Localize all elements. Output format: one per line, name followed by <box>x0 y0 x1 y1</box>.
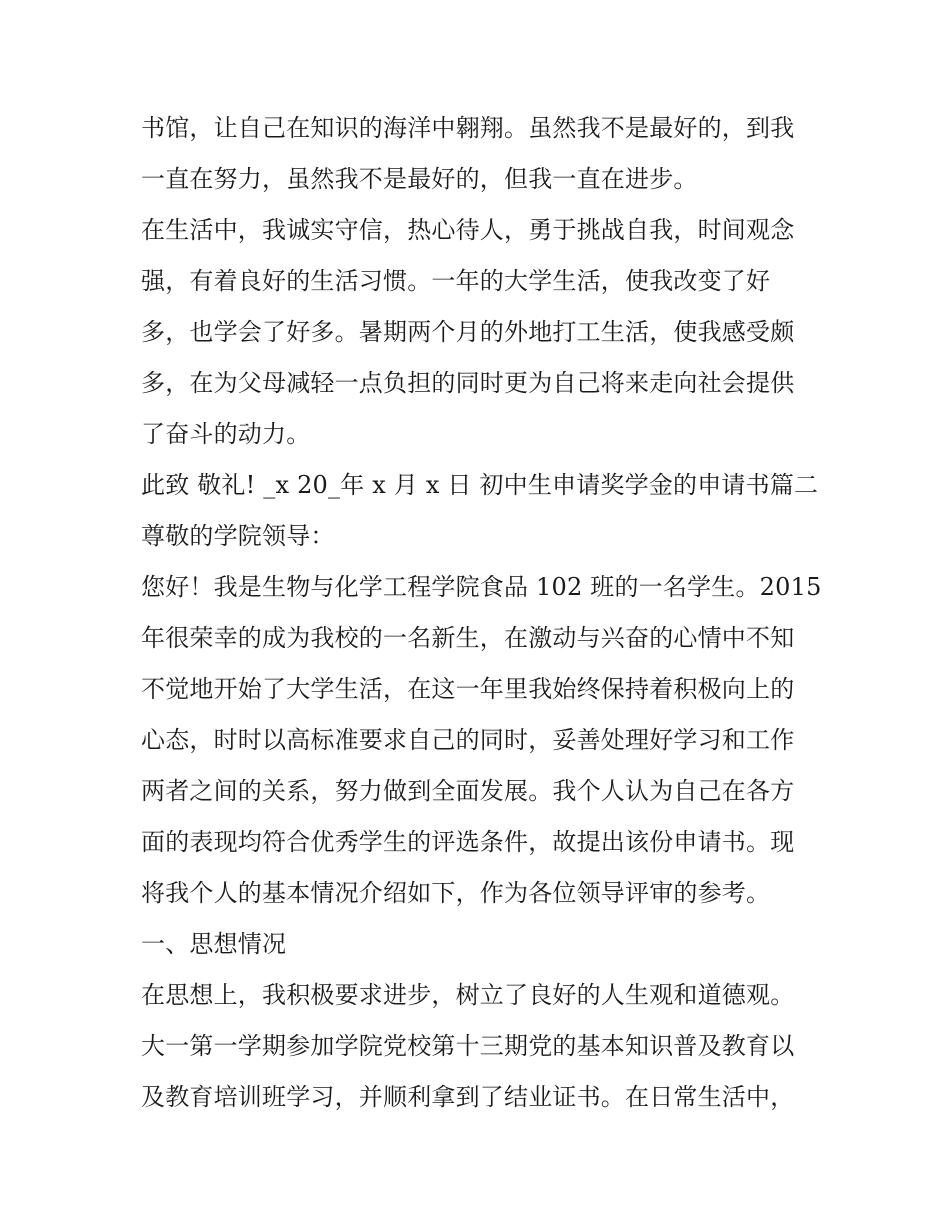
text-line: 在生活中，我诚实守信，热心待人，勇于挑战自我，时间观念 <box>141 216 795 244</box>
text-line: 年很荣幸的成为我校的一名新生，在激动与兴奋的心情中不知 <box>141 624 795 652</box>
text-line: 多，也学会了好多。暑期两个月的外地打工生活，使我感受颇 <box>141 318 795 346</box>
text-line: 将我个人的基本情况介绍如下，作为各位领导评审的参考。 <box>141 879 771 907</box>
document-body <box>141 103 831 1123</box>
text-line: 两者之间的关系，努力做到全面发展。我个人认为自己在各方 <box>141 777 795 805</box>
text-line: 面的表现均符合优秀学生的评选条件，故提出该份申请书。现 <box>141 828 795 856</box>
text-line: 在思想上，我积极要求进步，树立了良好的人生观和道德观。 <box>141 981 795 1009</box>
text-line: 此致 敬礼! _x 20_年 x 月 x 日 初中生申请奖学金的申请书篇二 <box>141 471 819 499</box>
text-line: 及教育培训班学习，并顺利拿到了结业证书。在日常生活中， <box>141 1083 795 1111</box>
text-line: 了奋斗的动力。 <box>141 420 311 448</box>
text-line: 尊敬的学院领导： <box>141 522 335 550</box>
text-line: 不觉地开始了大学生活，在这一年里我始终保持着积极向上的 <box>141 675 795 703</box>
text-line: 心态，时时以高标准要求自己的同时，妥善处理好学习和工作 <box>141 726 795 754</box>
section-heading: 一、思想情况 <box>141 930 287 958</box>
text-line: 一直在努力，虽然我不是最好的，但我一直在进步。 <box>141 165 698 193</box>
text-line: 多，在为父母减轻一点负担的同时更为自己将来走向社会提供 <box>141 369 795 397</box>
text-line: 书馆，让自己在知识的海洋中翱翔。虽然我不是最好的，到我 <box>141 114 795 142</box>
text-line: 大一第一学期参加学院党校第十三期党的基本知识普及教育以 <box>141 1032 795 1060</box>
text-line: 您好！我是生物与化学工程学院食品 102 班的一名学生。2015 <box>141 573 822 601</box>
text-line: 强，有着良好的生活习惯。一年的大学生活，使我改变了好 <box>141 267 771 295</box>
